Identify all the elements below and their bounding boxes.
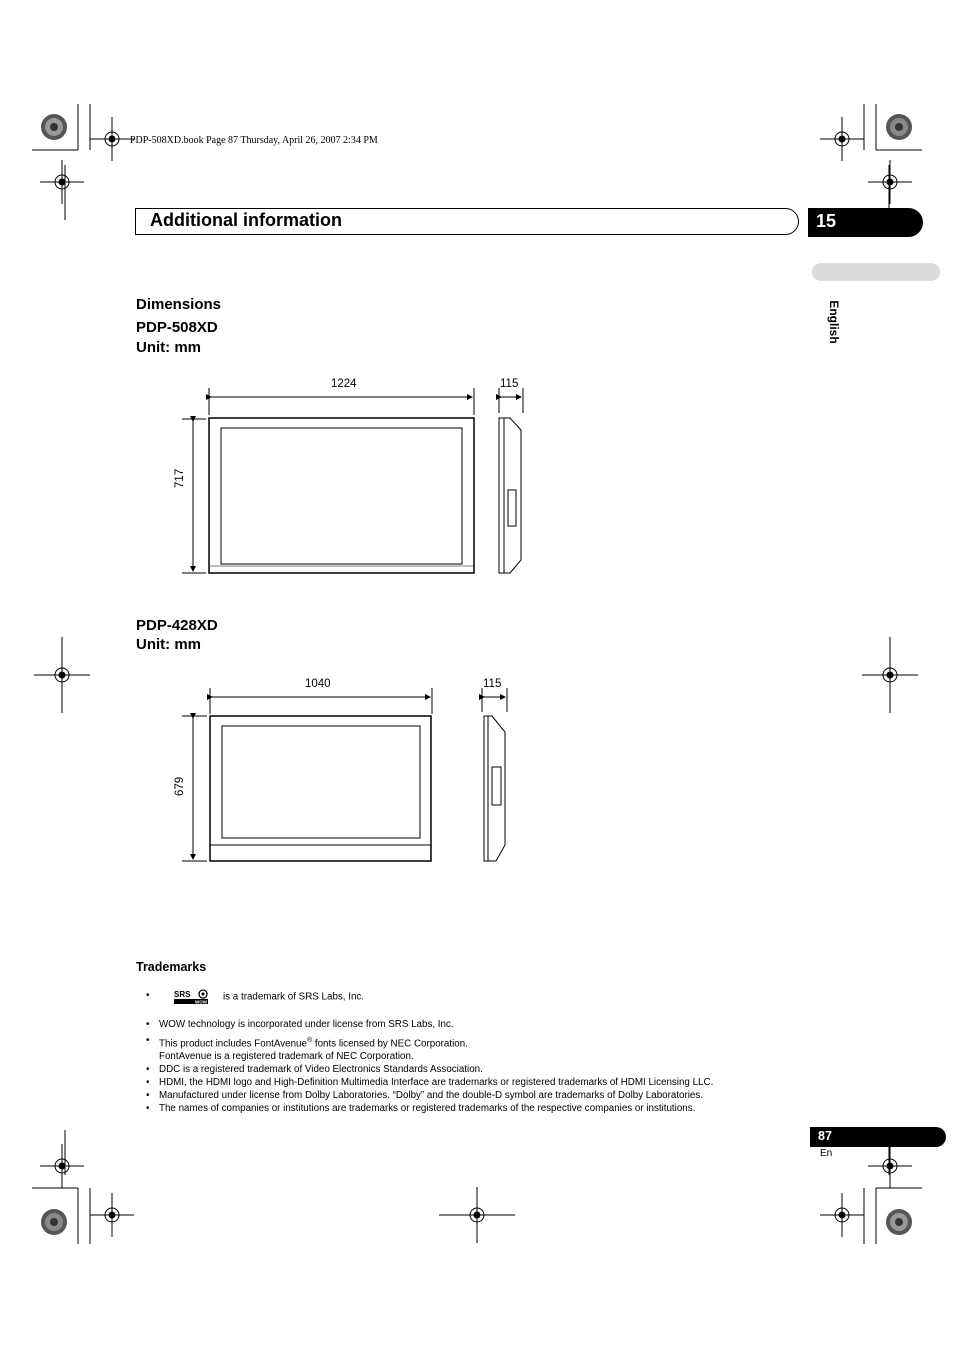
model-1-unit: Unit: mm [136,339,201,356]
list-item-text: WOW technology is incorporated under license from SRS Labs, Inc. [159,1019,454,1030]
registered-mark: ® [306,1037,313,1044]
model-2-unit: Unit: mm [136,636,201,653]
model-2-side-view [482,688,507,861]
list-item [146,989,846,1005]
trademarks-list [146,989,846,1115]
list-item-text: is a trademark of SRS Labs, Inc. [223,991,365,1003]
page-number-tab: 87 [810,1127,946,1147]
list-item-text: HDMI, the HDMI logo and High-Definition Multimedia Interface are trademarks or registered trademarks of HDMI Licensing LLC. [159,1077,714,1089]
list-item-text: This product includes FontAvenue [159,1038,307,1050]
model-1-front-view [182,388,474,573]
list-item-text: fonts licensed by NEC Corporation. [314,1038,468,1050]
chapter-number-tab: 15 [808,208,923,237]
model-1-side-view [499,388,523,573]
model-2-height-label: 679 [174,776,186,796]
model-2-front-view [182,688,432,861]
trademarks-heading: Trademarks [136,960,207,974]
list-item [146,1018,846,1031]
chapter-title: Additional information [150,210,342,230]
model-2-depth-label: 115 [483,678,502,690]
language-label: English [827,300,841,344]
model-1-width-label: 1224 [331,378,357,390]
svg-text:WOW: WOW [195,999,207,1005]
book-header: PDP-508XD.book Page 87 Thursday, April 26, 2007 2:34 PM [130,135,378,146]
list-item [146,1063,846,1076]
page-language: En [820,1148,833,1159]
list-item-text: The names of companies or institutions are trademarks or registered trademarks of the respective companies or institutions. [159,1103,696,1115]
dimensions-heading: Dimensions [136,296,222,313]
list-item-text: DDC is a registered trademark of Video Electronics Standards Association. [159,1064,483,1076]
srs-wow-logo [173,989,209,1005]
model-1-height-label: 717 [174,468,186,488]
list-item-text: FontAvenue is a registered trademark of NEC Corporation. [159,1051,414,1063]
list-item [146,1034,846,1063]
model-2-width-label: 1040 [305,678,331,690]
model-2-name: PDP-428XD [136,617,218,634]
list-item [146,1102,846,1115]
model-1-depth-label: 115 [500,378,519,390]
list-item [146,1076,846,1089]
list-item-text: Manufactured under license from Dolby Laboratories. “Dolby” and the double-D symbol are trademarks of Dolby Laboratories. [159,1090,703,1102]
list-item [146,1089,846,1102]
model-1-name: PDP-508XD [136,319,218,336]
svg-text:SRS: • SRS [174,990,191,999]
